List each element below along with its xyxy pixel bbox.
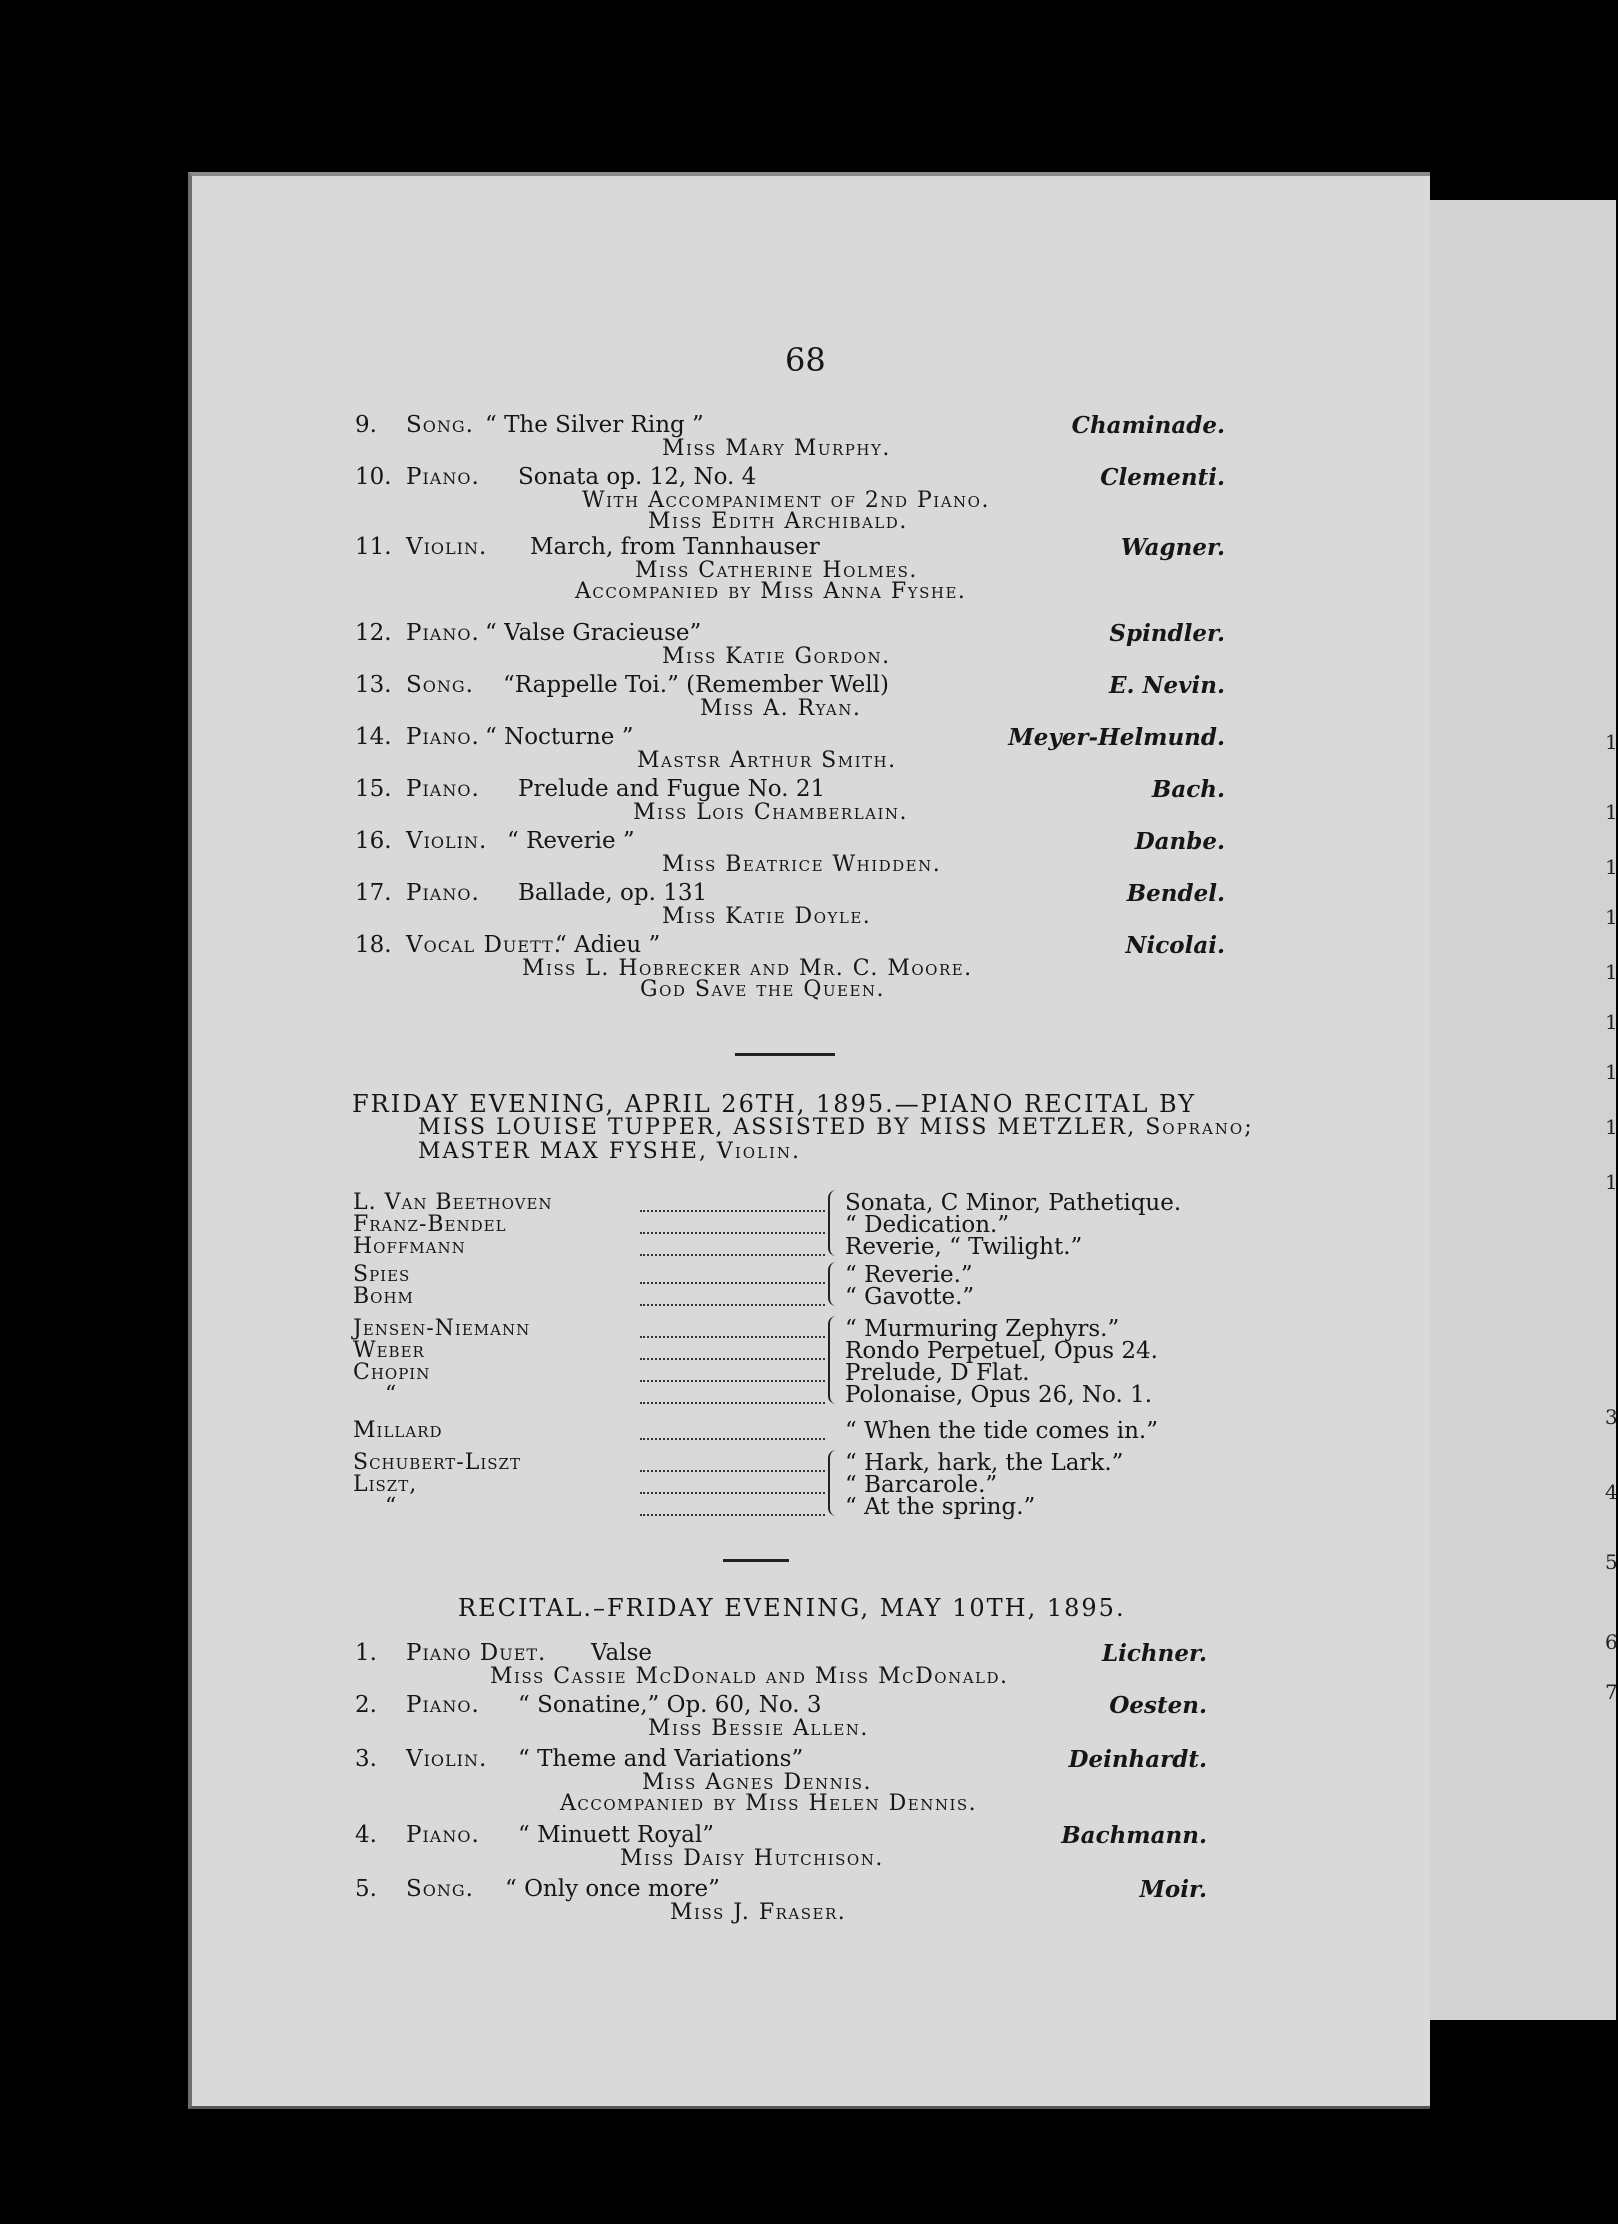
entry-composer: Lichner. [1101, 1640, 1207, 1667]
brace [828, 1450, 840, 1516]
recital-heading-line-1: FRIDAY EVENING, APRIL 26TH, 1895.—PIANO RECITAL BY [352, 1090, 1197, 1118]
piece-title: “ Hark, hark, the Lark.” [845, 1450, 1124, 1476]
program-page [188, 172, 1430, 2109]
leader-dots [640, 1358, 825, 1360]
entry-number: 10. [355, 464, 392, 490]
edge-digit: 4 [1605, 1480, 1618, 1504]
page-number: 68 [785, 341, 826, 379]
edge-digit: 1 [1605, 1010, 1618, 1034]
leader-dots [640, 1492, 825, 1494]
entry-performer: Miss J. Fraser. [670, 1900, 847, 1925]
entry-title: Valse [591, 1640, 652, 1666]
entry-composer: Clementi. [1100, 464, 1225, 491]
composer-name: Spies [353, 1262, 411, 1287]
program-entry [355, 776, 1225, 802]
entry-performer: Miss Bessie Allen. [648, 1716, 869, 1741]
entry-title: “ Valse Gracieuse” [485, 620, 702, 646]
edge-digit: 1 [1605, 960, 1618, 984]
program-entry [355, 1876, 1207, 1902]
entry-title: Ballade, op. 131 [518, 880, 708, 906]
brace [828, 1262, 840, 1306]
program-entry [355, 464, 1225, 490]
entry-kind: Piano Duet. [406, 1640, 547, 1666]
section-divider-2 [723, 1559, 789, 1562]
entry-kind: Violin. [406, 534, 488, 560]
entry-composer: E. Nevin. [1108, 672, 1225, 699]
entry-kind: Song. [406, 1876, 474, 1902]
edge-digit: 1 [1605, 905, 1618, 929]
program-entry [355, 828, 1225, 854]
entry-performer: Accompanied by Miss Anna Fyshe. [575, 579, 967, 604]
entry-title: “ Minuett Royal” [518, 1822, 714, 1848]
edge-digit: 1 [1605, 730, 1618, 754]
edge-digit: 1 [1605, 1115, 1618, 1139]
program-entry [355, 724, 1225, 750]
entry-kind: Song. [406, 672, 474, 698]
entry-title: “ Only once more” [505, 1876, 720, 1902]
entry-composer: Danbe. [1134, 828, 1225, 855]
entry-number: 15. [355, 776, 392, 802]
entry-number: 5. [355, 1876, 377, 1902]
entry-number: 3. [355, 1746, 377, 1772]
edge-digit: 1 [1605, 800, 1618, 824]
composer-name: “ [385, 1382, 398, 1407]
edge-digit: 7 [1605, 1680, 1618, 1704]
entry-composer: Bachmann. [1061, 1822, 1207, 1849]
composer-name: L. Van Beethoven [353, 1190, 553, 1215]
entry-performer: Miss Cassie McDonald and Miss McDonald. [490, 1664, 1009, 1689]
entry-title: “ Adieu ” [555, 932, 661, 958]
entry-performer: Miss Katie Gordon. [662, 644, 891, 669]
entry-performer: Miss Mary Murphy. [662, 436, 891, 461]
brace [828, 1190, 840, 1256]
leader-dots [640, 1438, 825, 1440]
edge-digit: 1 [1605, 855, 1618, 879]
leader-dots [640, 1210, 825, 1212]
entry-number: 2. [355, 1692, 377, 1718]
entry-composer: Nicolai. [1125, 932, 1225, 959]
entry-performer: With Accompaniment of 2nd Piano. [582, 488, 990, 513]
composer-name: Chopin [353, 1360, 431, 1385]
entry-number: 16. [355, 828, 392, 854]
entry-title: “ Theme and Variations” [518, 1746, 804, 1772]
entry-kind: Piano. [406, 464, 480, 490]
recital-heading-line-2: MISS LOUISE TUPPER, ASSISTED BY MISS METZLER, Soprano; [418, 1115, 1254, 1140]
entry-kind: Piano. [406, 1822, 480, 1848]
entry-composer: Deinhardt. [1068, 1746, 1207, 1773]
entry-performer: God Save the Queen. [640, 977, 886, 1002]
entry-number: 4. [355, 1822, 377, 1848]
piece-title: Sonata, C Minor, Pathetique. [845, 1190, 1182, 1216]
entry-title: March, from Tannhauser [530, 534, 820, 560]
entry-performer: Miss Catherine Holmes. [635, 558, 918, 583]
entry-number: 9. [355, 412, 377, 438]
edge-digit: 1 [1605, 1170, 1618, 1194]
leader-dots [640, 1336, 825, 1338]
entry-kind: Piano. [406, 1692, 480, 1718]
composer-name: “ [385, 1494, 398, 1519]
entry-number: 18. [355, 932, 392, 958]
adjacent-page-strip [1410, 200, 1616, 2020]
piece-title: Polonaise, Opus 26, No. 1. [845, 1382, 1153, 1408]
leader-dots [640, 1254, 825, 1256]
entry-number: 13. [355, 672, 392, 698]
program-entry [355, 1746, 1207, 1772]
edge-digit: 3 [1605, 1405, 1618, 1429]
entry-composer: Meyer-Helmund. [1008, 724, 1225, 751]
entry-title: “ Nocturne ” [485, 724, 634, 750]
entry-title: “Rappelle Toi.” (Remember Well) [503, 672, 889, 698]
entry-kind: Piano. [406, 880, 480, 906]
program-entry [355, 620, 1225, 646]
entry-number: 12. [355, 620, 392, 646]
program-entry [355, 672, 1225, 698]
entry-composer: Wagner. [1120, 534, 1225, 561]
recital-heading-may: RECITAL.–FRIDAY EVENING, MAY 10TH, 1895. [458, 1594, 1126, 1622]
entry-performer: Accompanied by Miss Helen Dennis. [560, 1791, 978, 1816]
leader-dots [640, 1282, 825, 1284]
entry-composer: Moir. [1139, 1876, 1207, 1903]
entry-performer: Miss Beatrice Whidden. [662, 852, 942, 877]
entry-composer: Oesten. [1109, 1692, 1207, 1719]
composer-name: Franz-Bendel [353, 1212, 507, 1237]
entry-composer: Chaminade. [1071, 412, 1225, 439]
piece-title: Reverie, “ Twilight.” [845, 1234, 1083, 1260]
entry-composer: Bach. [1151, 776, 1225, 803]
entry-kind: Violin. [406, 1746, 488, 1772]
entry-number: 14. [355, 724, 392, 750]
leader-dots [640, 1380, 825, 1382]
entry-performer: Miss Edith Archibald. [648, 509, 908, 534]
entry-kind: Piano. [406, 724, 480, 750]
leader-dots [640, 1470, 825, 1472]
recital-heading-line-3: MASTER MAX FYSHE, Violin. [418, 1139, 802, 1164]
piece-title: “ Murmuring Zephyrs.” [845, 1316, 1120, 1342]
entry-title: Sonata op. 12, No. 4 [518, 464, 757, 490]
program-entry [355, 880, 1225, 906]
piece-title: “ At the spring.” [845, 1494, 1036, 1520]
composer-name: Hoffmann [353, 1234, 466, 1259]
entry-performer: Miss L. Hobrecker and Mr. C. Moore. [522, 956, 973, 981]
entry-title: “ Reverie ” [507, 828, 635, 854]
composer-name: Liszt, [353, 1472, 418, 1497]
entry-number: 17. [355, 880, 392, 906]
edge-digit: 1 [1605, 1060, 1618, 1084]
entry-kind: Vocal Duett. [406, 932, 563, 958]
program-entry [355, 1692, 1207, 1718]
edge-digit: 6 [1605, 1630, 1618, 1654]
section-divider [735, 1053, 835, 1056]
piece-title: Rondo Perpetuel, Opus 24. [845, 1338, 1158, 1364]
piece-title: “ Reverie.” [845, 1262, 973, 1288]
composer-name: Bohm [353, 1284, 414, 1309]
entry-performer: Miss Daisy Hutchison. [620, 1846, 884, 1871]
program-entry [355, 1822, 1207, 1848]
entry-performer: Miss Agnes Dennis. [642, 1770, 872, 1795]
entry-composer: Spindler. [1109, 620, 1225, 647]
composer-name: Schubert-Liszt [353, 1450, 521, 1475]
entry-kind: Violin. [406, 828, 488, 854]
entry-performer: Miss A. Ryan. [700, 696, 862, 721]
entry-kind: Piano. [406, 620, 480, 646]
entry-performer: Mastsr Arthur Smith. [637, 748, 897, 773]
entry-performer: Miss Lois Chamberlain. [633, 800, 909, 825]
entry-kind: Piano. [406, 776, 480, 802]
piece-title: “ Gavotte.” [845, 1284, 975, 1310]
leader-dots [640, 1304, 825, 1306]
composer-name: Weber [353, 1338, 425, 1363]
composer-name: Jensen-Niemann [353, 1316, 531, 1341]
entry-composer: Bendel. [1126, 880, 1225, 907]
program-entry [355, 534, 1225, 560]
brace [828, 1316, 840, 1404]
piece-title: “ Barcarole.” [845, 1472, 998, 1498]
entry-title: “ Sonatine,” Op. 60, No. 3 [518, 1692, 822, 1718]
leader-dots [640, 1514, 825, 1516]
program-entry [355, 1640, 1207, 1666]
piece-title: Prelude, D Flat. [845, 1360, 1030, 1386]
piece-title: “ When the tide comes in.” [845, 1418, 1158, 1444]
program-entry [355, 412, 1225, 438]
leader-dots [640, 1232, 825, 1234]
entry-number: 11. [355, 534, 392, 560]
composer-name: Millard [353, 1418, 443, 1443]
program-entry [355, 932, 1225, 958]
entry-performer: Miss Katie Doyle. [662, 904, 872, 929]
entry-number: 1. [355, 1640, 377, 1666]
leader-dots [640, 1402, 825, 1404]
entry-kind: Song. [406, 412, 474, 438]
entry-title: “ The Silver Ring ” [485, 412, 704, 438]
entry-title: Prelude and Fugue No. 21 [518, 776, 826, 802]
edge-digit: 5 [1605, 1550, 1618, 1574]
piece-title: “ Dedication.” [845, 1212, 1010, 1238]
